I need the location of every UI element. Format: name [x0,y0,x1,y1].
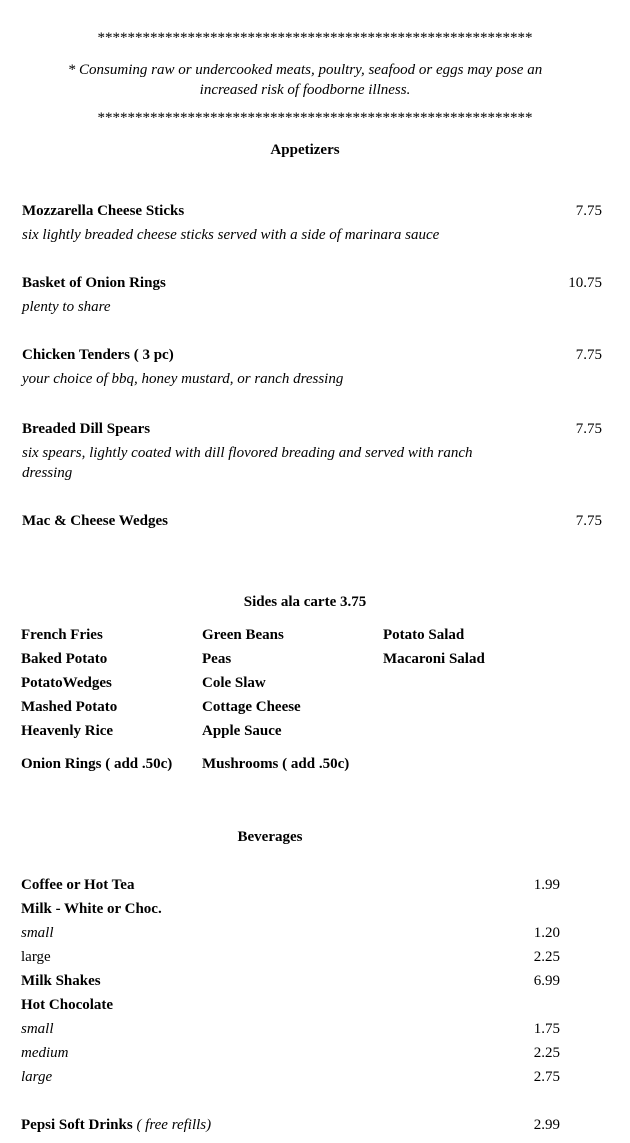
beverage-price: 2.99 [533,1117,560,1133]
appetizer-name: Basket of Onion Rings [22,275,166,291]
beverage-price: 2.75 [533,1069,560,1085]
appetizer-price: 7.75 [575,347,602,363]
appetizer-name: Chicken Tenders ( 3 pc) [22,347,174,363]
beverage-price: 1.20 [533,925,560,941]
beverage-label: Milk - White or Choc. [21,901,162,917]
beverage-label: Milk Shakes [21,973,101,989]
appetizer-price: 10.75 [568,275,602,291]
side-item: Cottage Cheese [202,699,301,715]
appetizer-price: 7.75 [575,513,602,529]
side-item: Mashed Potato [21,699,118,715]
appetizers-heading: Appetizers [270,142,340,158]
beverage-label: Hot Chocolate [21,997,114,1013]
beverage-price: 1.99 [533,877,560,893]
beverage-size: small [21,1021,54,1037]
side-item-extra: Mushrooms ( add .50c) [202,756,350,772]
beverage-label: Pepsi Soft Drinks [21,1117,133,1133]
side-item: Potato Salad [383,627,465,643]
appetizer-description: six lightly breaded cheese sticks served with a side of marinara sauce [22,227,440,243]
appetizer-name: Mozzarella Cheese Sticks [22,203,185,219]
sides-heading: Sides ala carte 3.75 [243,594,367,610]
side-item: Macaroni Salad [383,651,485,667]
side-item: Apple Sauce [202,723,282,739]
appetizer-price: 7.75 [575,421,602,437]
appetizer-description: plenty to share [22,299,111,315]
side-item: French Fries [21,627,103,643]
beverage-size: medium [21,1045,69,1061]
stars-divider-top: ********************************************************** [97,30,533,46]
appetizer-name: Breaded Dill Spears [22,421,151,437]
side-item: Green Beans [202,627,284,643]
side-item-extra: Onion Rings ( add .50c) [21,756,173,772]
beverage-size: large [21,949,51,965]
beverage-label: Coffee or Hot Tea [21,877,135,893]
pepsi-row [21,1115,211,1135]
side-item: Cole Slaw [202,675,266,691]
beverage-note: ( free refills) [136,1117,212,1133]
beverage-size: small [21,925,54,941]
beverage-price: 6.99 [533,973,560,989]
appetizer-description: six spears, lightly coated with dill flovored breading and served with ranch dressing [22,445,473,481]
side-item: Heavenly Rice [21,723,114,739]
beverage-price: 2.25 [533,949,560,965]
appetizer-description: your choice of bbq, honey mustard, or ranch dressing [22,371,344,387]
stars-divider-bottom: ********************************************************** [97,110,533,126]
appetizer-price: 7.75 [575,203,602,219]
side-item: PotatoWedges [21,675,112,691]
side-item: Baked Potato [21,651,108,667]
beverage-size: large [21,1069,53,1085]
beverages-heading: Beverages [237,829,303,845]
food-safety-notice: * Consuming raw or undercooked meats, poultry, seafood or eggs may pose an increased risk of foodborne illness. [67,62,543,98]
side-item: Peas [202,651,232,667]
beverage-price: 2.25 [533,1045,560,1061]
appetizer-name: Mac & Cheese Wedges [22,513,168,529]
beverage-price: 1.75 [533,1021,560,1037]
